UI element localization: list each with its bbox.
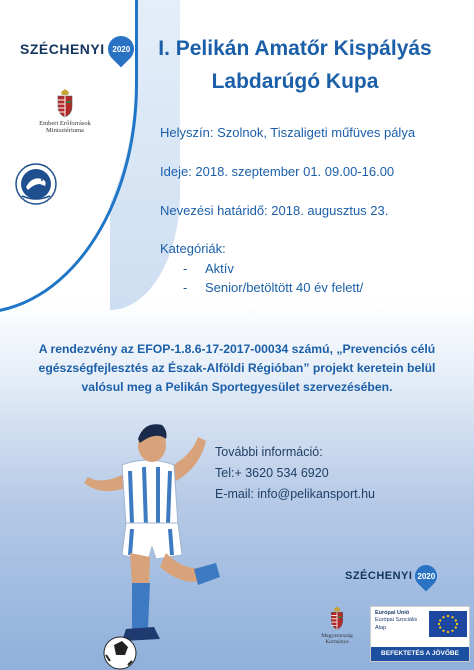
hu-gov-line2: Kormánya xyxy=(325,639,349,646)
eu-line1: Európai Unió xyxy=(375,610,410,616)
location-text: Helyszín: Szolnok, Tiszaligeti műfüves pálya xyxy=(160,125,416,140)
szechenyi-logo-bottom xyxy=(345,565,437,587)
szechenyi-year: 2020 xyxy=(417,571,436,581)
project-description xyxy=(12,340,462,397)
eu-text xyxy=(375,610,417,632)
category-item xyxy=(183,261,234,276)
list-dash: - xyxy=(183,261,188,276)
eu-funding-logo xyxy=(370,606,470,662)
szechenyi-text: SZÉCHENYI xyxy=(20,41,105,57)
eu-flag-icon xyxy=(429,611,467,637)
category-active: Aktív xyxy=(205,261,234,276)
title-line1: I. Pelikán Amatőr Kispályás xyxy=(158,37,432,60)
contact-heading: További információ: xyxy=(215,445,323,459)
title-line2: Labdarúgó Kupa xyxy=(211,70,379,93)
szechenyi-year: 2020 xyxy=(111,44,130,54)
szechenyi-text: SZÉCHENYI xyxy=(345,570,413,582)
ministry-line2: Minisztériuma xyxy=(46,127,84,135)
description-line3: valósul meg a Pelikán Sportegyesület szervezésében. xyxy=(81,380,393,394)
football-player-illustration xyxy=(70,415,230,670)
contact-phone: Tel:+ 3620 534 6920 xyxy=(215,466,329,480)
eu-line2: Európai Szociális xyxy=(375,617,418,624)
description-line2: egészségfejlesztés az Észak-Alföldi Régióban” projekt keretein belül xyxy=(38,361,436,375)
deadline-text: Nevezési határidő: 2018. augusztus 23. xyxy=(160,203,389,218)
eu-banner: BEFEKTETÉS A JÖVŐBE xyxy=(371,647,469,661)
category-senior: Senior/betöltött 40 év felett/ xyxy=(205,280,364,295)
coat-of-arms-icon xyxy=(54,88,76,118)
date-text: Ideje: 2018. szeptember 01. 09.00-16.00 xyxy=(160,164,395,179)
event-title xyxy=(135,32,455,98)
pelikan-club-logo xyxy=(14,162,58,206)
hu-gov-line1: Magyarország xyxy=(321,633,353,639)
coat-of-arms-icon xyxy=(328,605,346,631)
hungarian-government-logo xyxy=(308,605,366,646)
location-pin-icon xyxy=(411,560,442,591)
list-dash: - xyxy=(183,280,188,295)
category-item xyxy=(183,280,363,295)
ministry-line1: Emberi Erőforrások xyxy=(39,120,91,127)
location-pin-icon xyxy=(102,31,139,68)
eu-line3: Alap xyxy=(375,624,387,631)
szechenyi-logo-top xyxy=(20,36,134,62)
description-line1: A rendezvény az EFOP-1.8.6-17-2017-00034 számú, „Prevenciós célú xyxy=(38,342,436,356)
contact-email: E-mail: info@pelikansport.hu xyxy=(215,487,375,501)
ministry-logo xyxy=(20,88,110,135)
categories-label: Kategóriák: xyxy=(160,241,226,256)
